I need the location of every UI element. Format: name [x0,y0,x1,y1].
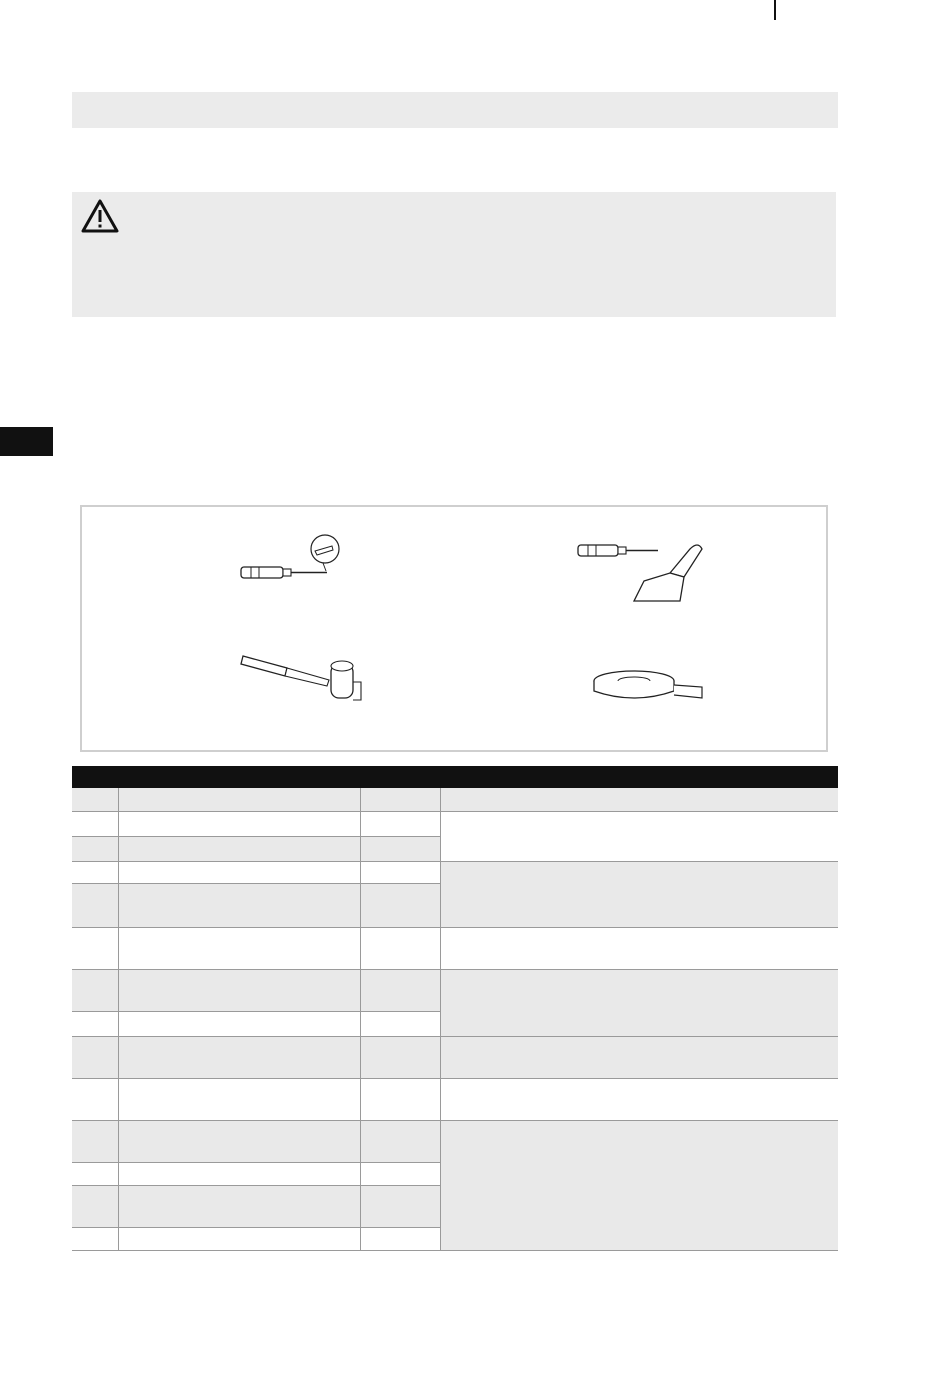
table-row [72,1079,440,1121]
warning-box [72,192,836,317]
table-row [72,812,440,837]
table-header-row [72,766,838,788]
screwdriver-and-wire-connector-icon [574,537,714,607]
table-row [72,837,440,862]
table-row [72,1121,440,1163]
mallet-icon [237,642,367,707]
table-row [72,788,440,812]
side-chapter-tab [0,427,53,456]
description-cell [440,970,838,1037]
table-row [72,970,440,1012]
description-cell [440,862,838,928]
description-cell [440,1079,838,1121]
description-cell [440,812,838,862]
page-edge-line [774,0,776,20]
section-heading-band [72,92,838,128]
table-row [72,862,440,884]
column-divider [440,788,441,1251]
required-tools-box [80,505,828,752]
table-row [72,1037,440,1079]
description-cell [440,1121,838,1251]
screwdriver-icon [237,529,347,589]
table-row [72,1228,440,1251]
column-divider [360,788,361,1251]
table-row [72,884,440,928]
column-divider [118,788,119,1251]
description-cell [440,788,838,812]
table-row [72,928,440,970]
description-cell [440,1037,838,1079]
table-row [72,1163,440,1186]
insulating-tape-icon [590,665,720,710]
description-cell [440,928,838,970]
table-row [72,1012,440,1037]
table-row [72,1186,440,1228]
warning-triangle-icon [80,198,120,234]
